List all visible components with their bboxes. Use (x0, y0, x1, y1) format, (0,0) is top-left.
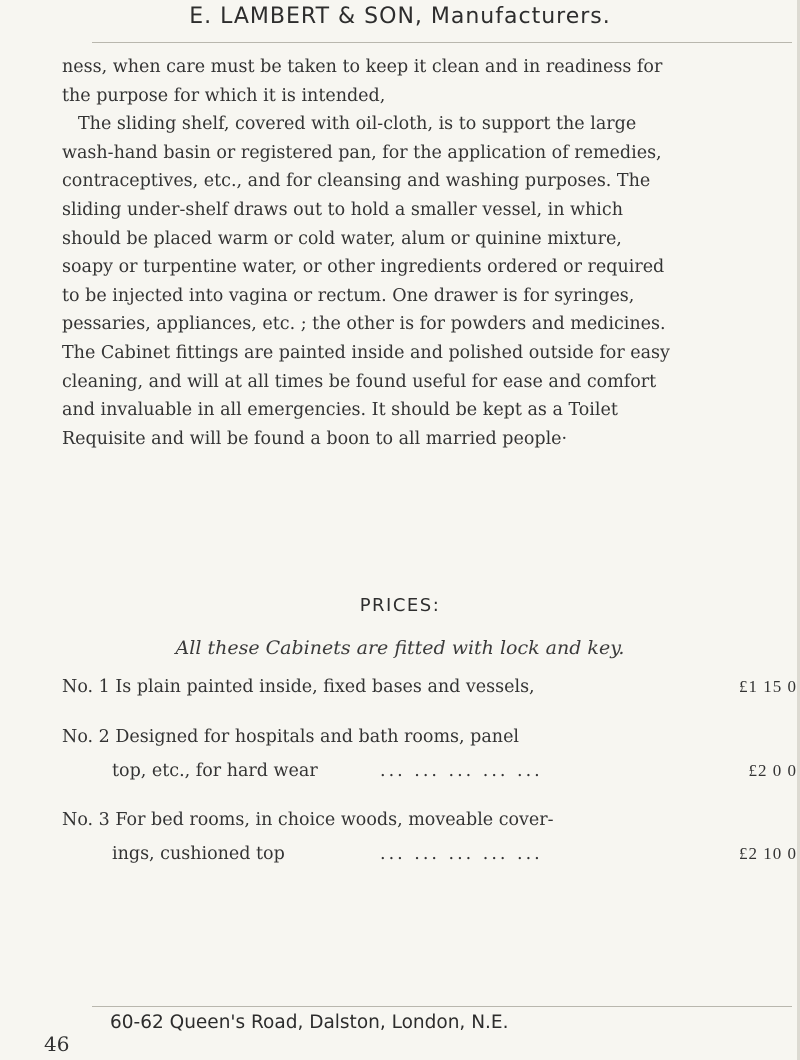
price-item-description-cont: ings, cushioned top (112, 844, 285, 864)
body-line: The sliding shelf, covered with oil-cloth, is to support the large (78, 114, 637, 135)
body-line: The Cabinet fittings are painted inside and polished outside for easy (62, 342, 670, 363)
price-item-description: No. 2 Designed for hospitals and bath rooms, panel (62, 727, 520, 747)
page-number: 46 (44, 1032, 70, 1056)
price-amount: £2 10 0 (739, 844, 797, 863)
price-item-description: No. 1 Is plain painted inside, fixed bases and vessels, (62, 677, 535, 697)
footer-address: 60-62 Queen's Road, Dalston, London, N.E. (110, 1012, 509, 1033)
body-line: contraceptives, etc., and for cleansing and washing purposes. The (62, 171, 651, 192)
body-line: Requisite and will be found a boon to all married people· (62, 428, 568, 449)
dot-leader: ... ... ... ... ... (380, 844, 543, 864)
header-rule (92, 42, 792, 43)
body-line: and invaluable in all emergencies. It should be kept as a Toilet (62, 400, 618, 421)
dot-leader: ... ... ... ... ... (380, 761, 543, 781)
price-item-3 (62, 803, 797, 871)
price-amount: £1 15 0 (739, 677, 797, 696)
body-paragraph (62, 53, 792, 453)
price-item-1 (62, 670, 797, 704)
body-line: the purpose for which it is intended, (62, 85, 386, 106)
price-amount: £2 0 0 (748, 761, 797, 780)
prices-subheading: All these Cabinets are fitted with lock and key. (175, 637, 625, 659)
prices-heading: PRICES: (359, 595, 441, 616)
body-line: cleaning, and will at all times be found useful for ease and comfort (62, 371, 657, 392)
page-header: E. LAMBERT & SON, Manufacturers. (189, 4, 611, 29)
body-line: wash-hand basin or registered pan, for the application of remedies, (62, 142, 662, 163)
price-item-description-cont: top, etc., for hard wear (112, 761, 318, 781)
body-line: ness, when care must be taken to keep it clean and in readiness for (62, 57, 663, 77)
body-line: pessaries, appliances, etc. ; the other is for powders and medicines. (62, 314, 666, 335)
body-line: soapy or turpentine water, or other ingredients ordered or required (62, 257, 665, 278)
body-line: sliding under-shelf draws out to hold a smaller vessel, in which (62, 199, 623, 220)
price-item-description: No. 3 For bed rooms, in choice woods, moveable cover- (62, 810, 554, 830)
price-item-2 (62, 720, 797, 788)
body-line: should be placed warm or cold water, alum or quinine mixture, (62, 228, 622, 249)
footer-rule (92, 1006, 792, 1007)
body-line: to be injected into vagina or rectum. One drawer is for syringes, (62, 285, 635, 306)
